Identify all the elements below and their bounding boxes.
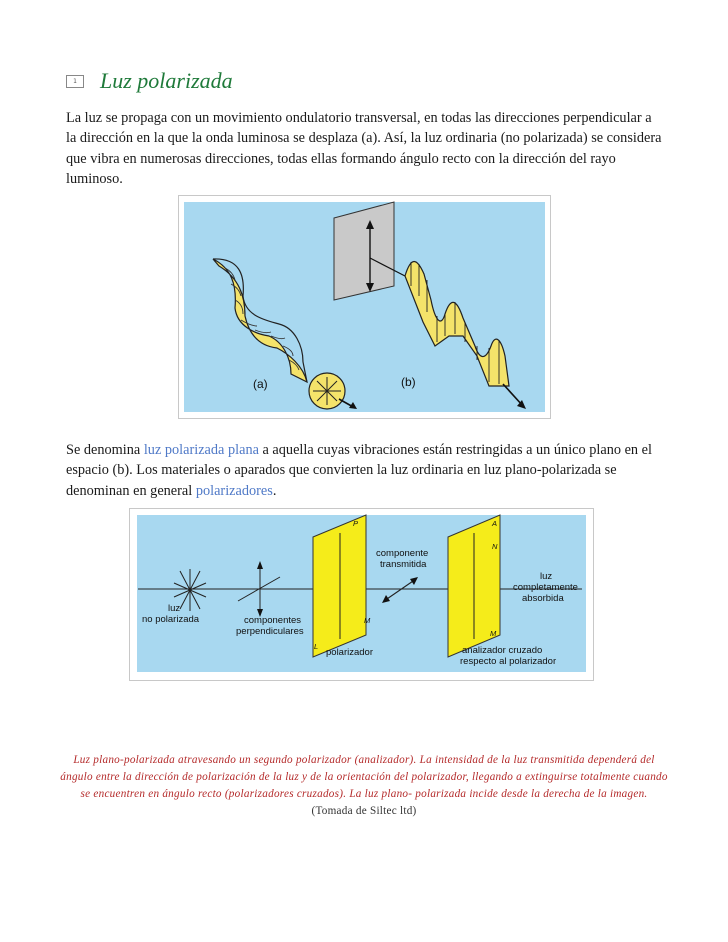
heading-title: Luz polarizada xyxy=(100,68,233,93)
figure-2-svg xyxy=(130,509,593,680)
analyzer-label-m: M xyxy=(490,629,497,638)
label-perpendiculares: perpendiculares xyxy=(236,626,304,637)
paragraph2-text-before: Se denomina xyxy=(66,442,144,458)
radial-vibration-arrows xyxy=(313,377,341,405)
label-completamente: completamente xyxy=(513,582,578,593)
label-luz: luz xyxy=(168,603,181,614)
label-polarizador: polarizador xyxy=(326,647,373,658)
label-no-polarizada: no polarizada xyxy=(142,614,200,625)
analyzer-label-a: A xyxy=(492,519,498,528)
label-luz-absorbida: luz xyxy=(540,571,553,582)
label-absorbida: absorbida xyxy=(522,593,564,604)
caption-source: (Tomada de Siltec ltd) xyxy=(311,805,417,817)
link-polarizadores[interactable]: polarizadores xyxy=(195,482,273,499)
paragraph2-text-middle: a aquella cuyas vibraciones están restringidas a un único plano en el espacio (b). Los materiales o aparados que convierten la luz ordinaria en luz plano-polarizada se denominan en general xyxy=(66,442,652,499)
label-componentes: componentes xyxy=(244,615,302,626)
caption-text: Luz plano-polarizada atravesando un segundo polarizador (analizador). La intensidad de la luz transmitida dependerá del ángulo entre la dirección de polarización de la luz y de la orientación del polarizador, llegando a extinguirse totalmente cuando se encuentren en ángulo recto (polarizadores cruzados). La luz plano- polarizada incide desde la derecha de la imagen. xyxy=(60,754,668,800)
figure-polarizer-analyzer xyxy=(129,508,594,681)
analyzer-label-n: N xyxy=(492,542,498,551)
paragraph-intro: La luz se propaga con un movimiento ondulatorio transversal, en todas las direcciones perpendicular a la dirección en la que la onda luminosa se desplaza (a). Así, la luz ordinaria (no polarizada) se considera que vibra en numerosas direcciones, todas ellas formando ángulo recto con la dirección del rayo luminoso. xyxy=(66,110,662,187)
paragraph2-text-after: . xyxy=(272,482,277,499)
heading-number-box: 1 xyxy=(66,75,84,88)
label-analizador-cruzado: analizador cruzado xyxy=(462,645,543,656)
figure-polarization-waves xyxy=(178,195,551,419)
figure-label-a: (a) xyxy=(253,377,268,391)
label-componente: componente xyxy=(376,548,429,559)
figure-label-b: (b) xyxy=(401,375,416,389)
link-luz-polarizada-plana[interactable]: luz polarizada plana xyxy=(143,442,259,458)
label-transmitida: transmitida xyxy=(380,559,427,570)
paragraph-plane-polarized xyxy=(66,440,662,501)
polarizer-label-l: L xyxy=(314,642,319,651)
section-heading xyxy=(66,66,233,96)
label-respecto-polarizador: respecto al polarizador xyxy=(460,656,557,667)
figure-1-svg xyxy=(179,196,550,418)
figure-caption xyxy=(60,752,668,820)
polarizer-label-m: M xyxy=(364,616,371,625)
polarizer-label-p: P xyxy=(353,519,359,528)
